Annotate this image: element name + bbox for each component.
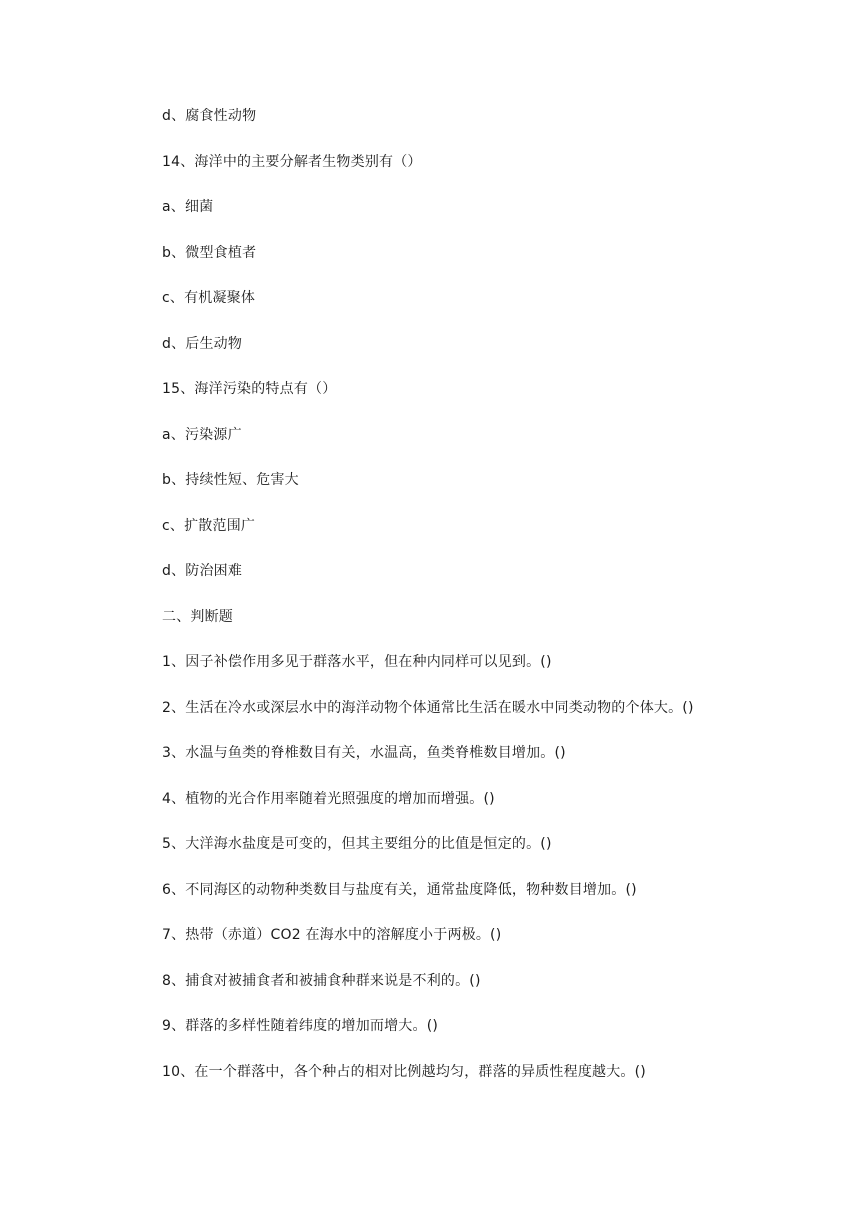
- judgment-item: 7、热带（赤道）CO2 在海水中的溶解度小于两极。(): [162, 927, 502, 943]
- option-d-line: d、腐食性动物: [162, 108, 257, 124]
- option-b-line: b、微型食植者: [162, 244, 257, 261]
- judgment-item: 8、捕食对被捕食者和被捕食种群来说是不利的。(): [162, 972, 481, 989]
- option-a-line: a、细菌: [162, 199, 214, 215]
- judgment-item: 9、群落的多样性随着纬度的增加而增大。(): [162, 1018, 439, 1034]
- judgment-item: 5、大洋海水盐度是可变的，但其主要组分的比值是恒定的。(): [162, 836, 552, 852]
- question-14: 14、海洋中的主要分解者生物类别有（）: [162, 153, 422, 170]
- judgment-item: 1、因子补偿作用多见于群落水平，但在种内同样可以见到。(): [162, 654, 552, 670]
- judgment-item: 3、水温与鱼类的脊椎数目有关，水温高，鱼类脊椎数目增加。(): [162, 745, 566, 761]
- section-heading: 二、判断题: [162, 608, 233, 625]
- option-a-line: a、污染源广: [162, 426, 242, 443]
- judgment-item: 2、生活在冷水或深层水中的海洋动物个体通常比生活在暖水中同类动物的个体大。(): [162, 699, 694, 716]
- option-b-line: b、持续性短、危害大: [162, 472, 299, 488]
- question-15: 15、海洋污染的特点有（）: [162, 381, 337, 397]
- judgment-item: 6、不同海区的动物种类数目与盐度有关，通常盐度降低，物种数目增加。(): [162, 881, 637, 898]
- judgment-item: 4、植物的光合作用率随着光照强度的增加而增强。(): [162, 790, 495, 807]
- judgment-item: 10、在一个群落中，各个种占的相对比例越均匀，群落的异质性程度越大。(): [162, 1063, 646, 1080]
- option-d-line: d、后生动物: [162, 335, 243, 352]
- question-list: [162, 104, 842, 1105]
- option-d-line: d、防治困难: [162, 563, 243, 579]
- option-c-line: c、扩散范围广: [162, 517, 256, 534]
- option-c-line: c、有机凝聚体: [162, 290, 256, 306]
